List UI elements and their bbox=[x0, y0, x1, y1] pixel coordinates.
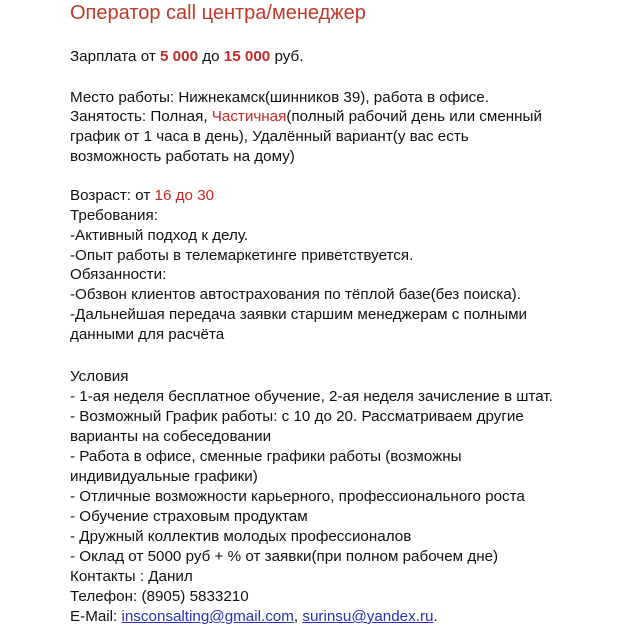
employment-highlight: Частичная bbox=[211, 108, 287, 125]
email-link-1[interactable]: insconsalting@gmail.com bbox=[121, 608, 294, 625]
page-title: Оператор call центра/менеджер bbox=[70, 2, 366, 24]
salary-suffix: руб. bbox=[270, 48, 304, 65]
salary-prefix: Зарплата от bbox=[70, 48, 161, 65]
email-label: E-Mail: bbox=[70, 608, 122, 625]
requirement-item: -Активный подход к делу. bbox=[70, 227, 249, 244]
condition-line: - Обучение страховым продуктам bbox=[70, 508, 308, 525]
salary-min: 5 000 bbox=[160, 48, 199, 65]
condition-line: - 1-ая неделя бесплатное обучение, 2-ая неделя зачисление в штат. bbox=[70, 388, 553, 405]
employment-line-3: возможность работать на дому) bbox=[70, 148, 295, 165]
duties-heading: Обязанности: bbox=[70, 266, 167, 283]
condition-line: - Отличные возможности карьерного, профессионального роста bbox=[70, 488, 525, 505]
age-range: 16 до 30 bbox=[154, 187, 215, 204]
condition-line: варианты на собеседовании bbox=[70, 428, 272, 445]
conditions-heading: Условия bbox=[70, 368, 129, 385]
email-end: . bbox=[433, 608, 438, 625]
salary-max: 15 000 bbox=[223, 48, 271, 65]
duty-line: -Обзвон клиентов автострахования по тёплой базе(без поиска). bbox=[70, 286, 521, 303]
age-line bbox=[70, 186, 214, 206]
employment-line-1 bbox=[70, 107, 542, 127]
duty-line: данными для расчёта bbox=[70, 326, 225, 343]
salary-line bbox=[70, 47, 303, 67]
condition-line: - Работа в офисе, сменные графики работы (возможны bbox=[70, 448, 462, 465]
employment-rest: (полный рабочий день или сменный bbox=[286, 108, 542, 125]
requirement-item: -Опыт работы в телемаркетинге приветствуется. bbox=[70, 247, 414, 264]
email-link-2[interactable]: surinsu@yandex.ru bbox=[302, 608, 434, 625]
condition-line: - Оклад от 5000 руб + % от заявки(при полном рабочем дне) bbox=[70, 548, 499, 565]
contact-phone: Телефон: (8905) 5833210 bbox=[70, 588, 249, 605]
condition-line: индивидуальные графики) bbox=[70, 468, 258, 485]
employment-line-2: график от 1 часа в день), Удалённый вариант(у вас есть bbox=[70, 128, 469, 145]
employment-prefix: Занятость: Полная, bbox=[70, 108, 212, 125]
location-line: Место работы: Нижнекамск(шинников 39), работа в офисе. bbox=[70, 89, 489, 106]
duty-line: -Дальнейшая передача заявки старшим менеджерам с полными bbox=[70, 306, 528, 323]
contact-email-line bbox=[70, 607, 438, 627]
requirements-heading: Требования: bbox=[70, 207, 158, 224]
age-prefix: Возраст: от bbox=[70, 187, 155, 204]
contact-name: Контакты : Данил bbox=[70, 568, 193, 585]
email-separator: , bbox=[293, 608, 303, 625]
condition-line: - Возможный График работы: с 10 до 20. Рассматриваем другие bbox=[70, 408, 524, 425]
salary-middle: до bbox=[198, 48, 224, 65]
condition-line: - Дружный коллектив молодых профессионалов bbox=[70, 528, 412, 545]
